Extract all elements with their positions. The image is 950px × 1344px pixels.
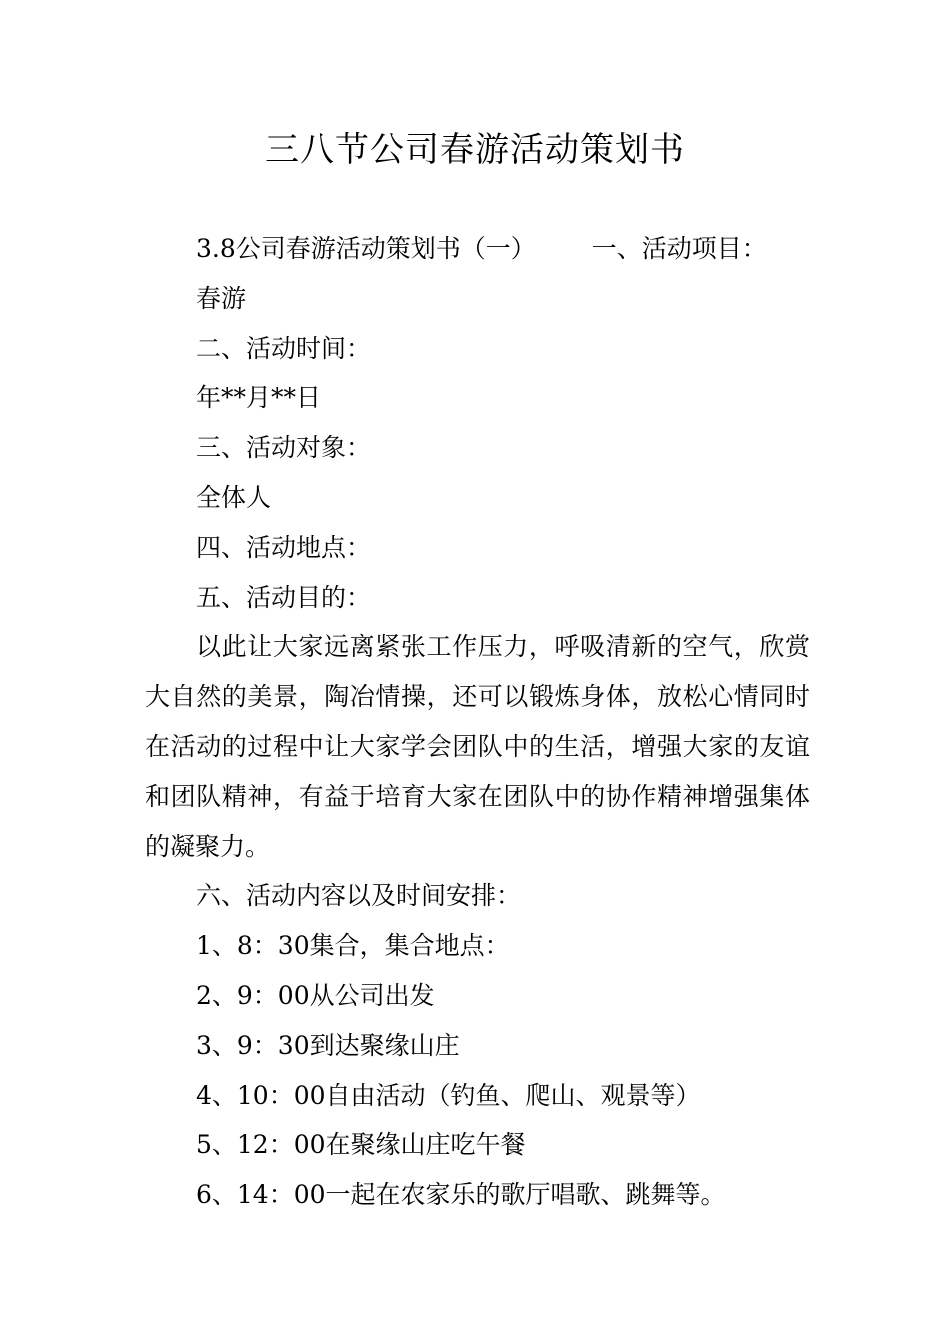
section-heading-location: 四、活动地点： <box>196 532 372 562</box>
section-heading-audience: 三、活动对象： <box>196 433 372 463</box>
schedule-item: 6、14：00一起在农家乐的歌厅唱歌、跳舞等。 <box>196 1180 726 1210</box>
section-heading-schedule: 六、活动内容以及时间安排： <box>196 881 522 911</box>
schedule-item: 5、12：00在聚缘山庄吃午餐 <box>196 1130 526 1160</box>
schedule-item: 1、8：30集合，集合地点： <box>196 931 510 961</box>
document-title: 三八节公司春游活动策划书 <box>265 130 685 170</box>
section-heading-purpose: 五、活动目的： <box>196 582 372 612</box>
schedule-item: 4、10：00自由活动（钓鱼、爬山、观景等） <box>196 1080 701 1110</box>
section-heading-project: 一、活动项目： <box>591 234 767 263</box>
section-value-audience: 全体人 <box>196 482 272 512</box>
schedule-item: 3、9：30到达聚缘山庄 <box>196 1030 460 1060</box>
subtitle-line <box>145 224 810 274</box>
section-value-project: 春游 <box>196 283 247 313</box>
section-value-time: 年**月**日 <box>196 383 322 413</box>
document-body <box>145 224 810 1220</box>
schedule-item: 2、9：00从公司出发 <box>196 980 435 1010</box>
section-heading-time: 二、活动时间： <box>196 333 372 363</box>
document-subtitle: 3.8公司春游活动策划书（一） <box>196 234 536 263</box>
purpose-paragraph: 以此让大家远离紧张工作压力，呼吸清新的空气，欣赏大自然的美景，陶冶情操，还可以锻炼身体，放松心情同时在活动的过程中让大家学会团队中的生活，增强大家的友谊和团队精神，有益于培育大家在团队中的协作精神增强集体的凝聚力。 <box>145 632 810 861</box>
